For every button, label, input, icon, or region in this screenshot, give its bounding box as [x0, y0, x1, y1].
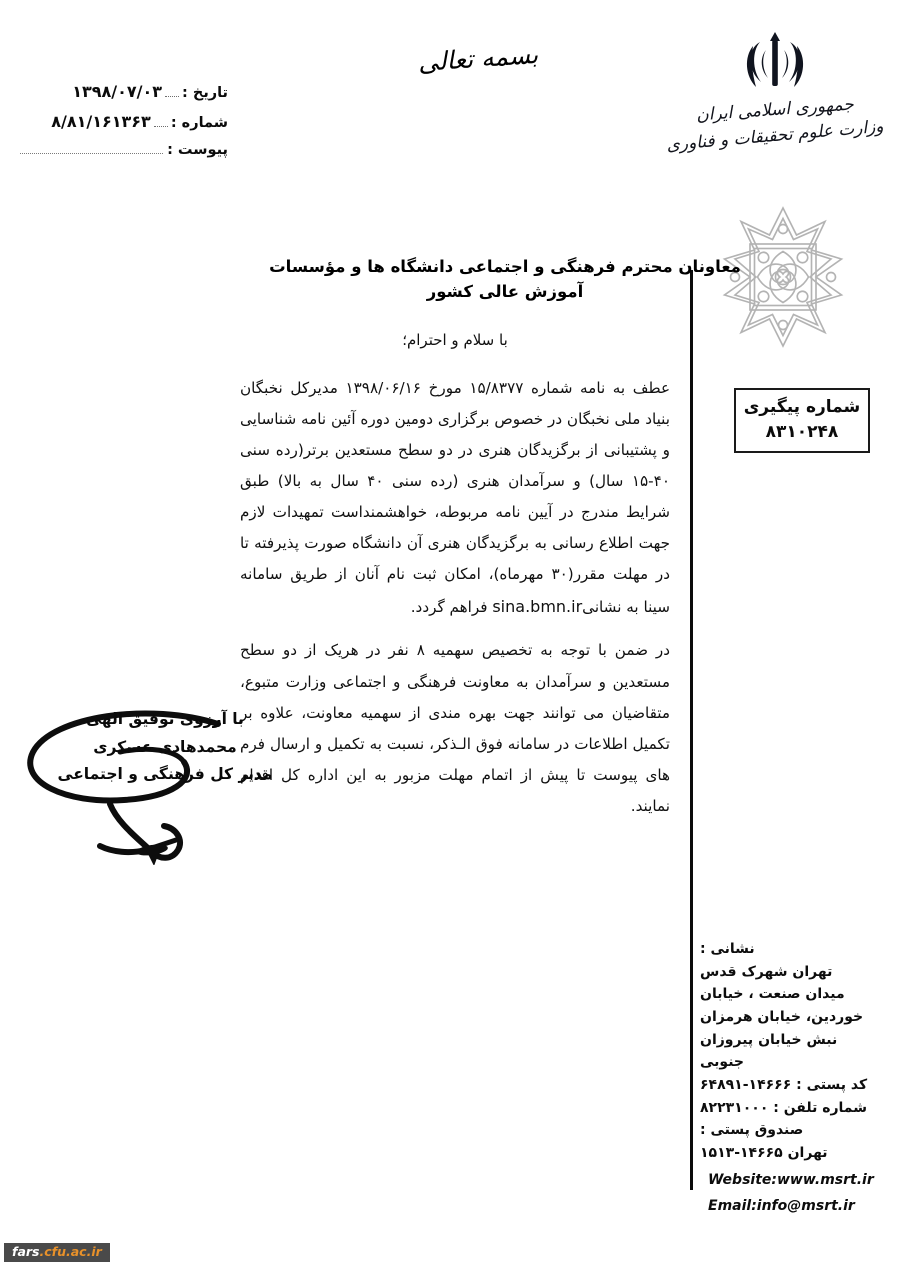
sina-registration-url[interactable]: sina.bmn.ir	[492, 596, 583, 616]
address-line-3: خوردین، خیابان هرمزان	[700, 1009, 864, 1026]
date-value: ۱۳۹۸/۰۷/۰۳	[72, 82, 163, 101]
paragraph-1-text-after-url: فراهم گردد.	[410, 597, 493, 616]
ministry-letterhead	[660, 26, 890, 156]
address-line-1: تهران شهرک قدس	[700, 963, 833, 980]
attachment-label: پیوست :	[167, 142, 228, 158]
letter-meta-block	[18, 82, 228, 172]
watermark-part-2: .cfu.ac.ir	[39, 1243, 102, 1259]
iran-national-emblem-icon	[736, 26, 814, 94]
meta-row-date	[18, 82, 228, 112]
date-dotted-rule	[165, 96, 179, 97]
meta-row-number	[18, 112, 228, 142]
paragraph-1-text-before-url: عطف به نامه شماره ۱۵/۸۳۷۷ مورخ ۱۳۹۸/۰۶/۱۶ مدیرکل نخبگان بنیاد ملی نخبگان در خصوص برگزاری دومین دوره آئین نامه شناسایی و پشتیبانی از برگزیدگان هنری در دو سطح مستعدین برتر(رده سنی ۴۰-۱۵ سال) و سرآمدان هنری (رده سنی ۴۰ سال به بالا) طبق شرایط مندرج در آیین نامه مربوطه، خواهشمنداست تمهیدات لازم جهت اطلاع رسانی به برگزیدگان هنری آن دانشگاه صورت پذیرفته تا در مهلت مقرر(۳۰ مهرماه)، امکان ثبت نام آنان از طریق سامانه سینا به نشانی	[240, 378, 671, 616]
signatory-name: محمدهادی عسکری	[93, 737, 237, 756]
address-line-2: میدان صنعت ، خیابان	[700, 986, 845, 1003]
tracking-number-box	[734, 388, 870, 453]
source-watermark	[4, 1243, 110, 1263]
address-footer	[700, 938, 885, 1218]
vertical-divider-rule	[690, 270, 693, 1190]
tracking-number-label: شماره پیگیری	[743, 397, 861, 417]
email-line[interactable]: Email:info@msrt.ir	[708, 1198, 855, 1215]
website-line[interactable]: Website:www.msrt.ir	[708, 1171, 874, 1188]
signatory-title: مدیر کل فرهنگی و اجتماعی	[57, 765, 273, 784]
letter-addressee: معاونان محترم فرهنگی و اجتماعی دانشگاه ها و مؤسسات آموزش عالی کشور	[269, 257, 741, 301]
number-label: شماره :	[170, 115, 228, 131]
postal-code: کد پستی : ۱۴۶۶۶-۶۴۸۹۱	[700, 1077, 868, 1094]
attachment-dotted-rule	[20, 153, 163, 154]
address-line-4: نبش خیابان پیروزان جنوبی	[700, 1031, 838, 1071]
po-box-value: تهران ۱۴۶۶۵-۱۵۱۳	[700, 1145, 828, 1162]
po-box-label: صندوق پستی :	[700, 1122, 804, 1139]
ministry-country-name: جمهوری اسلامی ایران	[695, 94, 855, 126]
ministry-name: وزارت علوم تحقیقات و فناوری	[665, 116, 885, 156]
date-label: تاریخ :	[182, 85, 228, 101]
address-label: نشانی :	[700, 941, 755, 957]
letter-paragraph-1	[240, 373, 670, 624]
besmeh-taala: بسمه تعالی	[417, 39, 539, 78]
meta-row-attachment	[18, 142, 228, 172]
letter-greeting: با سلام و احترام؛	[402, 330, 508, 349]
signature-closing: با آرزوی توفیق الهی	[86, 710, 244, 728]
signature-block	[0, 700, 330, 865]
signature-text-lines	[0, 706, 330, 789]
watermark-part-1: fars	[12, 1243, 40, 1259]
phone-number: شماره تلفن : ۸۲۲۳۱۰۰۰	[700, 1099, 867, 1116]
number-dotted-rule	[154, 126, 168, 127]
tracking-number-value: ۸۳۱۰۲۴۸	[765, 422, 839, 443]
number-value: ۸/۸۱/۱۶۱۳۶۳	[51, 112, 151, 131]
letter-paragraph-2: در ضمن با توجه به تخصیص سهمیه ۸ نفر در هریک از دو سطح مستعدین و سرآمدان به معاونت فرهنگی و اجتماعی وزارت متبوع، متقاضیان می توانند جهت بهره مندی از سهمیه معاونت، علاوه بر تکمیل اطلاعات در سامانه فوق الـذکر، نسبت به تکمیل و ارسال فرم های پیوست تا پیش از اتمام مهلت مزبور به این اداره کل اقدام نمایند.	[240, 641, 671, 816]
